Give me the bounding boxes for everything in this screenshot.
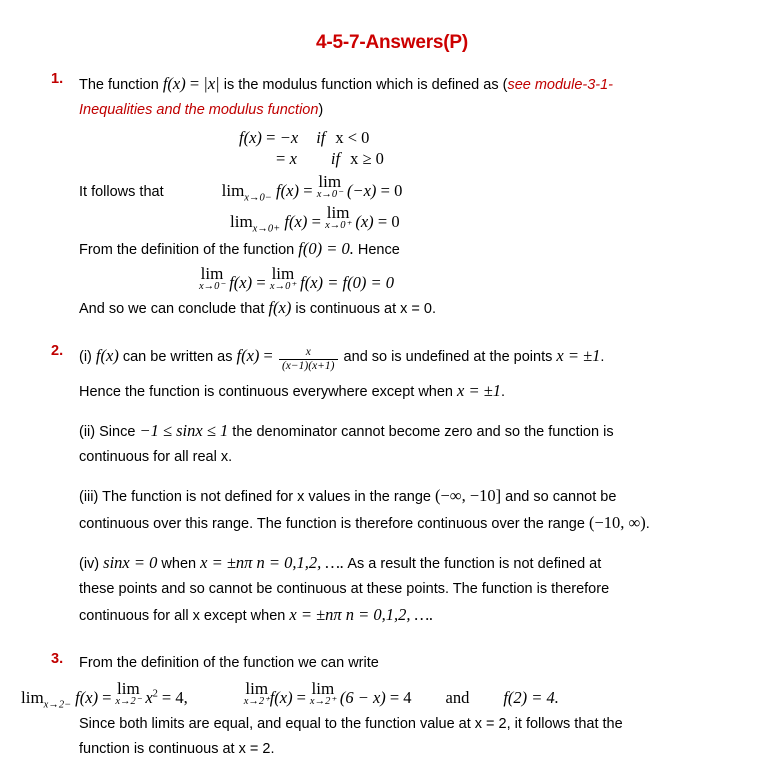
answer-item-2 xyxy=(0,343,784,629)
part-iv-text-d: As a result the function is not defined at xyxy=(344,556,602,573)
part-iii-text-a: (iii) The function is not defined for x values in the range xyxy=(79,489,435,506)
from-def-math: f(0) = 0. xyxy=(298,239,354,258)
answer-item-1 xyxy=(0,71,784,322)
lim-under-1-body: lim xyxy=(318,172,342,191)
part-iii-interval-1: (−∞, −10] xyxy=(435,486,502,506)
item3-and-word: and xyxy=(445,688,470,708)
part-iv-line3-math-2: n = 0,1,2, …. xyxy=(345,605,434,625)
item3-lim-inline-sub: x→2− xyxy=(43,699,72,711)
lim-under-3-sub: x→0⁻ xyxy=(199,280,225,292)
part-i-text-c: and so is undefined at the points xyxy=(339,349,557,365)
lim-inline-2-sub: x→0+ xyxy=(252,223,281,235)
part-i-fraction xyxy=(279,346,338,373)
equal-line-tail: = f(0) = 0 xyxy=(327,273,394,292)
lim-under-1 xyxy=(317,173,343,200)
lim-under-3-body: lim xyxy=(200,264,224,283)
part-i-text-b: can be written as xyxy=(118,349,237,365)
part-i-line2-text-a: Hence the function is continuous everywhere except when xyxy=(79,384,458,401)
part-iv-line2: these points and so cannot be continuous at these points. The function is therefore xyxy=(79,581,610,598)
lim-inline-1-sub: x→0− xyxy=(244,192,272,204)
lim-under-3 xyxy=(199,265,225,292)
answers-list xyxy=(0,71,784,762)
lim-1-arg: (−x) xyxy=(346,181,377,200)
conclusion-text-a: And so we can conclude that xyxy=(79,301,269,317)
item-1-intro xyxy=(79,71,784,123)
conclusion-math: f(x) xyxy=(268,298,292,317)
part-iv-line3-math-1: x = ±nπ xyxy=(289,605,342,625)
item3-lim-under-1-body: lim xyxy=(117,679,140,699)
def1-eq: = xyxy=(266,128,276,147)
part-ii-line2: continuous for all real x. xyxy=(79,449,233,466)
item3-lim-under-2 xyxy=(244,680,270,707)
def1-if: if xyxy=(316,128,326,147)
lim-under-2-body: lim xyxy=(326,203,350,222)
part-i-line2-math: x = ±1 xyxy=(457,381,502,401)
fraction-numerator: x xyxy=(305,345,311,358)
item-1-limit-line-2 xyxy=(79,203,784,235)
def2-rhs: x xyxy=(289,149,297,168)
item-1-reference-line2: Inequalities and the modulus function xyxy=(79,102,319,118)
part-i-fx2: f(x) xyxy=(236,346,260,365)
item-1-definition-line-2 xyxy=(79,149,784,169)
def2-eq: = xyxy=(276,149,286,168)
item-1-intro-text-a: The function xyxy=(79,77,163,93)
item-1-from-definition xyxy=(79,236,784,263)
item-2-part-iv xyxy=(79,550,784,629)
item-3-line2: Since both limits are equal, and equal to the function value at x = 2, it follows that the xyxy=(79,716,623,733)
fraction-denominator: (x−1)(x+1) xyxy=(279,359,338,373)
lim-2-func: f(x) xyxy=(284,212,308,231)
lim-under-4-sub: x→0⁺ xyxy=(269,280,296,292)
item-1-reference-line1: see module-3-1- xyxy=(507,77,614,93)
item3-lim-inline xyxy=(21,688,72,711)
item-1-definition-line-1 xyxy=(79,128,784,148)
lim-1-func: f(x) xyxy=(276,181,299,200)
item-2-part-i xyxy=(79,343,784,372)
def1-lhs: f(x) xyxy=(239,128,262,147)
item-2-part-ii xyxy=(79,418,784,470)
item3-eq1: = xyxy=(102,688,112,708)
lim-2-eq2: = 0 xyxy=(377,212,400,231)
part-i-eq: = xyxy=(259,346,277,365)
part-iv-text-b: when xyxy=(157,556,201,573)
lim-inline-1 xyxy=(221,181,272,204)
part-iv-label: (iv) xyxy=(79,556,104,573)
item3-lim-under-3-body: lim xyxy=(311,679,335,699)
part-i-math: x = ±1 xyxy=(556,346,601,365)
from-def-text-b: Hence xyxy=(353,242,400,258)
equal-line-f1: f(x) xyxy=(229,273,253,292)
conclusion-text-b: is continuous at x = 0. xyxy=(291,301,437,317)
item3-expr2: (6 − x) xyxy=(339,688,386,708)
lim-inline-2 xyxy=(230,212,281,235)
item-1-intro-close-paren: ) xyxy=(318,102,324,118)
item3-f2: f(x) xyxy=(269,688,293,708)
def2-condition: x ≥ 0 xyxy=(350,149,384,168)
item3-expr1-exponent: 2 xyxy=(152,689,158,701)
part-iv-math-2: x = ±nπ xyxy=(200,553,253,573)
lim-inline-2-body: lim xyxy=(230,212,253,231)
item3-lim-under-3 xyxy=(310,680,336,707)
lim-under-4-body: lim xyxy=(271,264,295,283)
answer-item-3 xyxy=(0,651,784,762)
item3-lim-under-2-body: lim xyxy=(245,679,269,699)
item-3-number: 3. xyxy=(51,651,64,668)
item3-f1: f(x) xyxy=(75,688,99,708)
def1-condition: x < 0 xyxy=(335,128,370,147)
part-ii-math: −1 ≤ sinx ≤ 1 xyxy=(139,421,229,441)
item-1-abs-x: |x| xyxy=(203,74,220,93)
part-i-label: (i) xyxy=(79,349,96,365)
item-3-intro: From the definition of the function we can write xyxy=(79,655,379,672)
def1-rhs: −x xyxy=(279,128,299,147)
equal-line-f2: f(x) xyxy=(300,273,324,292)
item3-eq2: = 4, xyxy=(161,688,188,708)
item3-lim-under-3-sub: x→2⁺ xyxy=(309,696,336,708)
item3-final-value: f(2) = 4. xyxy=(503,688,559,708)
item-3-limits-row xyxy=(21,679,784,711)
item3-expr1: x xyxy=(145,688,153,708)
item3-lim-under-1 xyxy=(115,680,141,707)
item-1-limit-line-1 xyxy=(221,172,403,204)
lim-2-eq1: = xyxy=(311,212,321,231)
item3-lim-inline-body: lim xyxy=(21,688,44,708)
lim-under-2 xyxy=(325,204,351,231)
item-1-conclusion xyxy=(79,295,784,322)
part-iv-math-3: n = 0,1,2, …. xyxy=(256,553,345,573)
item-2-part-iii xyxy=(79,483,784,537)
item-1-number: 1. xyxy=(51,71,64,87)
page-title: 4-5-7-Answers(P) xyxy=(315,32,468,53)
item-2-part-i-line2 xyxy=(79,378,784,405)
item3-lim-under-2-sub: x→2⁺ xyxy=(243,696,270,708)
item-1-it-follows-label: It follows that xyxy=(79,184,164,200)
item-2-number: 2. xyxy=(51,343,64,359)
part-i-period: . xyxy=(600,349,605,365)
item3-eq3: = xyxy=(296,688,306,708)
part-i-fx: f(x) xyxy=(95,346,119,365)
lim-inline-1-body: lim xyxy=(221,181,245,200)
part-iv-line3-text-a: continuous for all x except when xyxy=(79,608,290,625)
part-ii-text-b: the denominator cannot become zero and so the function is xyxy=(228,424,614,441)
lim-1-eq1: = xyxy=(303,181,313,200)
item-1-fx: f(x) xyxy=(162,74,186,93)
lim-under-2-sub: x→0⁺ xyxy=(325,219,352,231)
part-i-line2-text-b: . xyxy=(501,384,506,401)
item3-eq4: = 4 xyxy=(389,688,412,708)
item-1-equal-limits-line xyxy=(79,265,784,293)
part-iii-line2-text-a: continuous over this range. The function is therefore continuous over the range xyxy=(79,516,589,533)
part-iii-text-b: and so cannot be xyxy=(501,489,617,506)
part-iii-interval-2: (−10, ∞) xyxy=(588,513,646,533)
item-1-it-follows-row xyxy=(79,172,784,204)
part-iii-line2-text-b: . xyxy=(645,516,650,533)
from-def-text-a: From the definition of the function xyxy=(79,242,299,258)
item-3-line3: function is continuous at x = 2. xyxy=(79,741,275,758)
equal-line-eq1: = xyxy=(256,273,266,292)
part-ii-label: (ii) Since xyxy=(79,424,140,441)
lim-under-1-sub: x→0⁻ xyxy=(316,188,343,200)
lim-under-4 xyxy=(270,265,296,292)
item3-lim-under-1-sub: x→2⁻ xyxy=(115,696,142,708)
part-iv-math-1: sinx = 0 xyxy=(103,553,158,573)
item-1-intro-text-b: is the modulus function which is defined as ( xyxy=(219,77,508,93)
lim-1-eq2: = 0 xyxy=(380,181,403,200)
item-1-eq: = xyxy=(185,74,204,93)
def2-if: if xyxy=(330,149,341,168)
lim-2-arg: (x) xyxy=(355,212,374,231)
